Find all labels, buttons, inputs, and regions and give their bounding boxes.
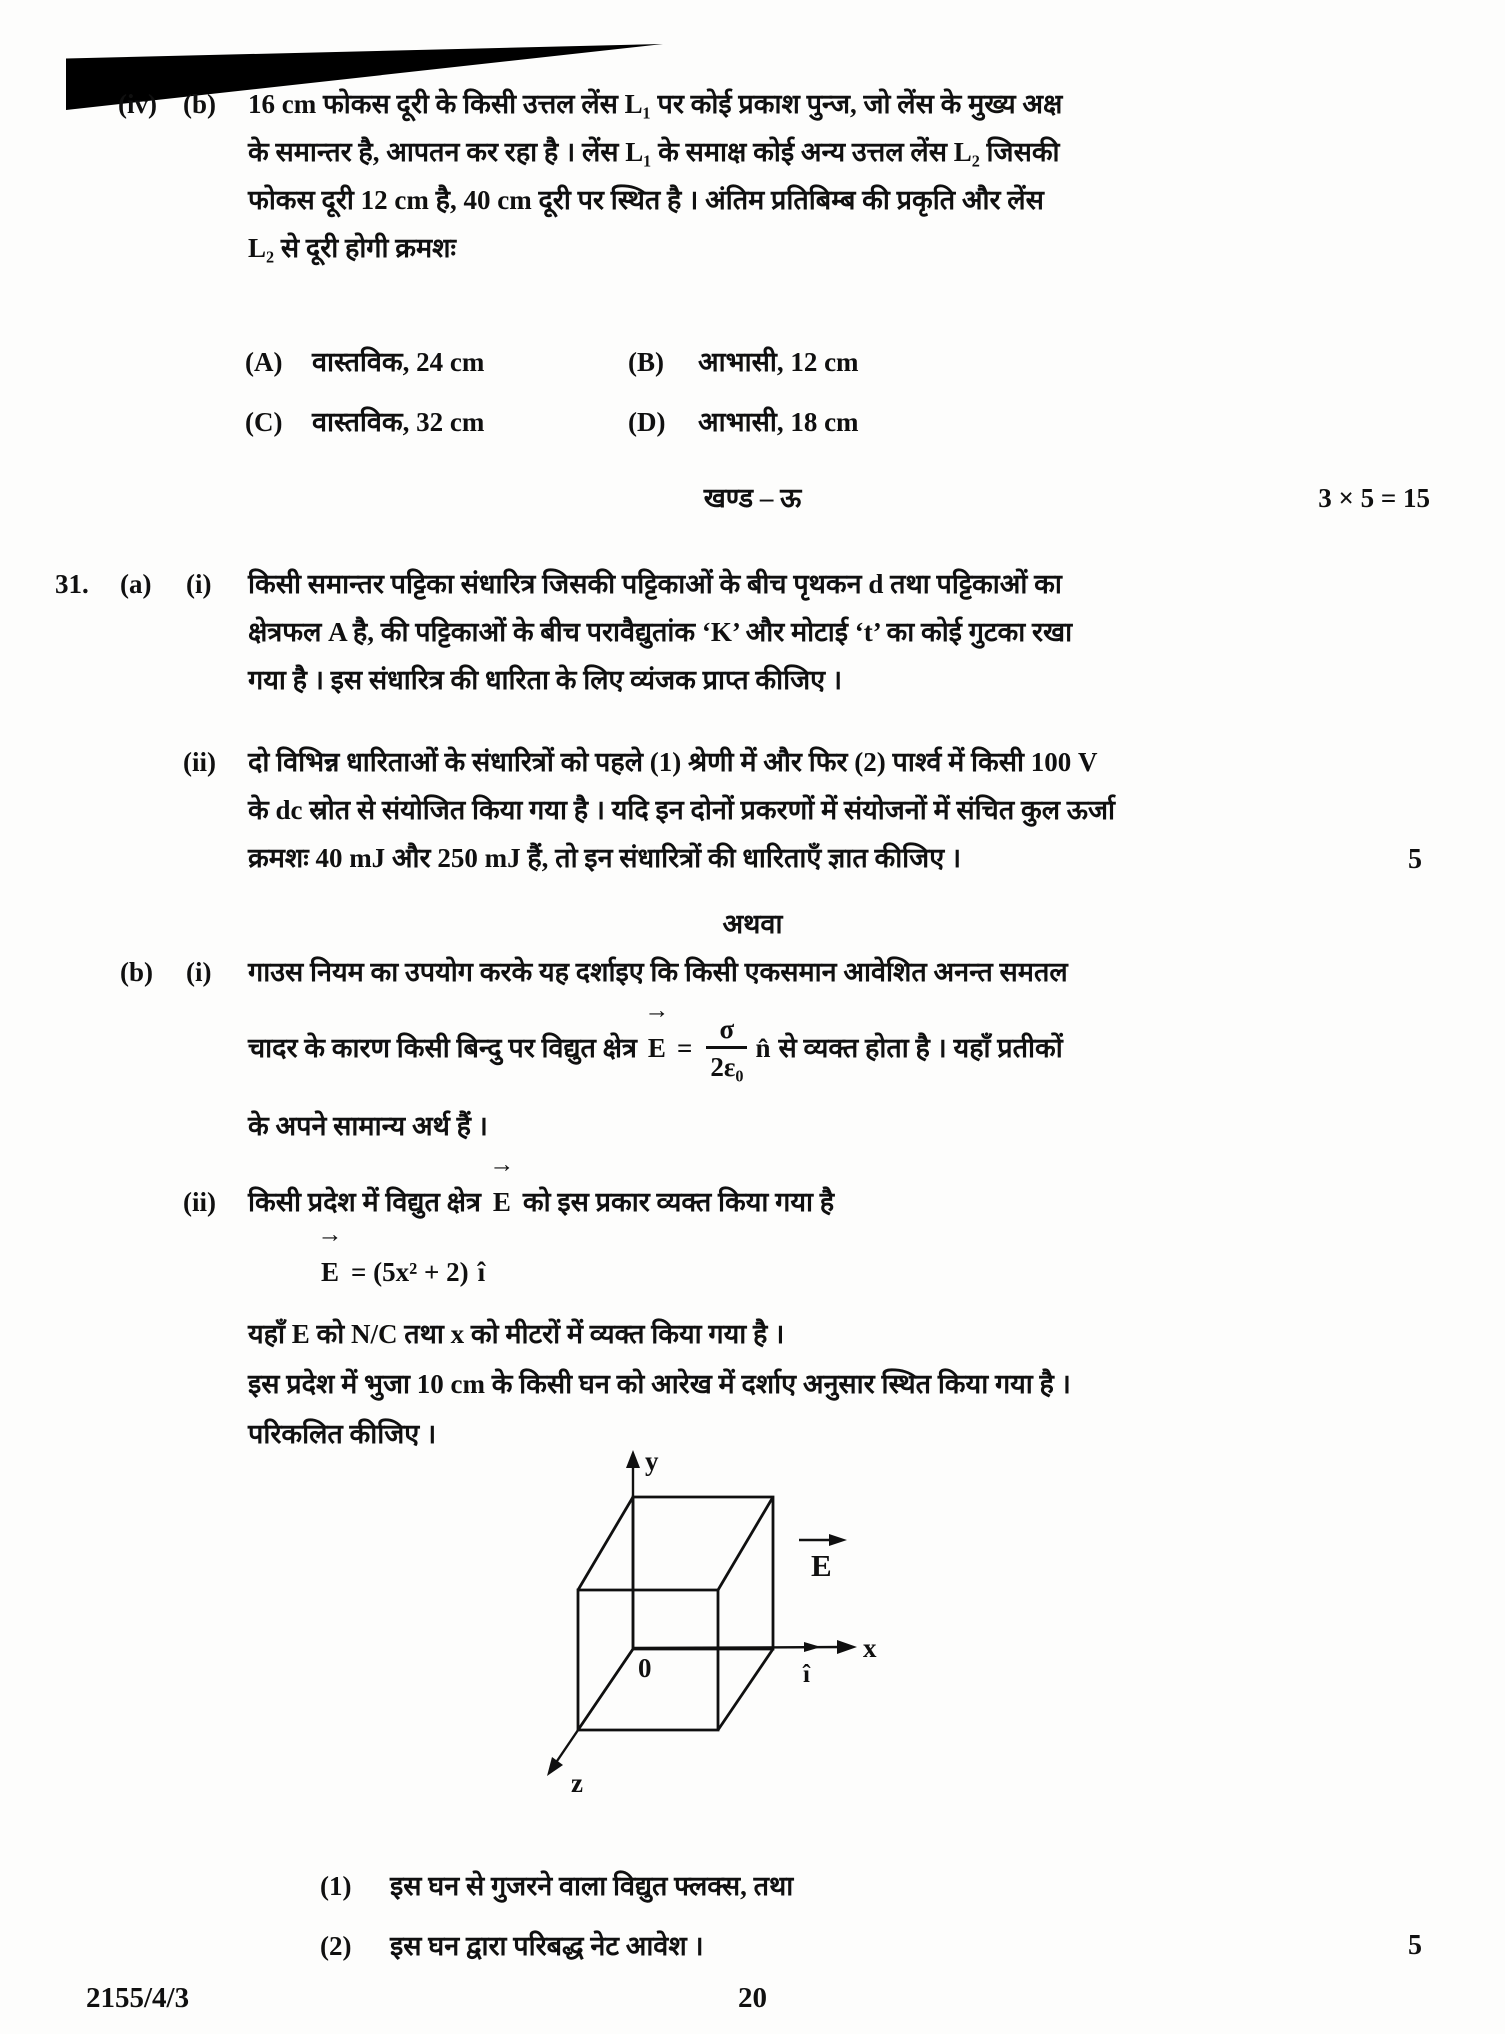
subpart-2-text: इस घन द्वारा परिबद्ध नेट आवेश । <box>390 1931 704 1961</box>
vector-E <box>644 997 670 1072</box>
section-title: खण्ड – ऊ <box>703 483 802 513</box>
subpart-2-label: (2) <box>320 1931 352 1961</box>
equation-rhs: = (5x² + 2) <box>351 1257 469 1287</box>
arrowheads <box>547 1450 857 1776</box>
section-marks-scheme: 3 × 5 = 15 <box>1318 483 1430 513</box>
q31-b-i-line1: गाउस नियम का उपयोग करके यह दर्शाइए कि किसी एकसमान आवेशित अनन्त समतल <box>248 957 1068 987</box>
vector-arrow-icon: → <box>489 1151 515 1178</box>
unit-normal-symbol: n̂ <box>755 1033 771 1063</box>
q31-b-i-line2 <box>248 992 1071 1104</box>
q4-line: के समान्तर है, आपतन कर रहा है । लेंस L₁ के समाक्ष कोई अन्य उत्तल लेंस L₂ जिसकी <box>248 137 1060 167</box>
q31-b-i-label: (i) <box>186 957 212 987</box>
option-b-label: (B) <box>628 347 664 377</box>
vector-arrow-icon: → <box>644 997 670 1024</box>
diagram-labels <box>571 1446 877 1798</box>
q31-a-i-line: गया है । इस संधारित्र की धारिता के लिए व्यंजक प्राप्त कीजिए । <box>248 665 843 695</box>
page-number: 20 <box>738 1982 767 2014</box>
axes-lines <box>555 1466 847 1764</box>
origin-label: 0 <box>638 1653 652 1683</box>
q31-b-ii-note: यहाँ E को N/C तथा x को मीटरों में व्यक्त किया गया है । <box>248 1319 785 1349</box>
option-a-label: (A) <box>245 347 283 377</box>
q31-b-ii-intro-post: को इस प्रकार व्यक्त किया गया है <box>522 1187 835 1217</box>
q31-a-label: (a) <box>120 569 152 599</box>
option-a-text: वास्तविक, 24 cm <box>312 347 485 377</box>
unit-vector-label: î <box>803 1661 810 1688</box>
option-d-text: आभासी, 18 cm <box>698 407 859 437</box>
q31-a-ii-label: (ii) <box>183 747 216 777</box>
q31-a-i-label: (i) <box>186 569 212 599</box>
q31-a-i-line: किसी समान्तर पट्टिका संधारित्र जिसकी पट्टिकाओं के बीच पृथकन d तथा पट्टिकाओं का <box>248 569 1062 599</box>
q4-body <box>248 80 1062 272</box>
cube-diagram <box>485 1440 915 1812</box>
vector-E <box>489 1151 515 1226</box>
q31-b-ii-intro <box>248 1151 843 1226</box>
q31-b-i-line3: के अपने सामान्य अर्थ हैं । <box>248 1111 488 1141</box>
field-symbol: E <box>647 1033 666 1063</box>
fraction-denominator: 2ε₀ <box>706 1046 747 1085</box>
vector-arrow-icon: → <box>317 1221 343 1248</box>
q31-a-ii-body <box>248 738 1115 882</box>
axis-y-label: y <box>645 1446 659 1476</box>
q4-line: 16 cm फोकस दूरी के किसी उत्तल लेंस L₁ पर कोई प्रकाश पुन्ज, जो लेंस के मुख्य अक्ष <box>248 89 1063 119</box>
subpart-1-text: इस घन से गुजरने वाला विद्युत फ्लक्स, तथा <box>390 1871 794 1901</box>
q31-b-ii-label: (ii) <box>183 1187 216 1217</box>
q31-b-i-line2-pre: चादर के कारण किसी बिन्दु पर विद्युत क्षेत्र <box>248 1033 637 1063</box>
axis-z-label: z <box>571 1768 583 1798</box>
q4-line: L₂ से दूरी होगी क्रमशः <box>248 233 456 263</box>
field-symbol: E <box>321 1257 340 1287</box>
field-symbol: E <box>492 1187 511 1217</box>
q31-b-ii-setup1: इस प्रदेश में भुजा 10 cm के किसी घन को आरेख में दर्शाए अनुसार स्थित किया गया है । <box>248 1369 1071 1399</box>
q31-b-ii-intro-pre: किसी प्रदेश में विद्युत क्षेत्र <box>248 1187 481 1217</box>
fraction-numerator: σ <box>719 1013 735 1044</box>
fraction-sigma-2eps0 <box>706 1012 747 1085</box>
option-c-label: (C) <box>245 407 283 437</box>
q4-number: (iv) <box>118 89 157 119</box>
field-E-label: E <box>811 1548 832 1583</box>
q31-number: 31. <box>55 569 89 599</box>
subpart-1-label: (1) <box>320 1871 352 1901</box>
q31-b-ii-marks: 5 <box>1408 1930 1422 1961</box>
vector-E <box>317 1221 343 1296</box>
q31-a-ii-line: दो विभिन्न धारिताओं के संधारित्रों को पहले (1) श्रेणी में और फिर (2) पार्श्व में किसी 100 V <box>248 747 1098 777</box>
q31-a-ii-line: के dc स्रोत से संयोजित किया गया है । यदि इन दोनों प्रकरणों में संयोजनों में संचित कुल ऊर्जा <box>248 795 1115 825</box>
cube-edges <box>578 1497 773 1730</box>
q31-b-ii-equation <box>317 1221 494 1296</box>
q31-b-i-line2-post: से व्यक्त होता है । यहाँ प्रतीकों <box>778 1033 1063 1063</box>
or-separator: अथवा <box>722 909 783 939</box>
equals-sign: = <box>676 1033 693 1063</box>
q31-b-ii-setup2: परिकलित कीजिए । <box>248 1419 437 1449</box>
q4-line: फोकस दूरी 12 cm है, 40 cm दूरी पर स्थित है । अंतिम प्रतिबिम्ब की प्रकृति और लेंस <box>248 185 1044 215</box>
q31-a-i-line: क्षेत्रफल A है, की पट्टिकाओं के बीच परावैद्युतांक ‘K’ और मोटाई ‘t’ का कोई गुटका रखा <box>248 617 1073 647</box>
q31-b-label: (b) <box>120 957 153 987</box>
q4-part-label: (b) <box>183 89 216 119</box>
option-b-text: आभासी, 12 cm <box>698 347 859 377</box>
q31-a-ii-line: क्रमशः 40 mJ और 250 mJ हैं, तो इन संधारित्रों की धारिताएँ ज्ञात कीजिए । <box>248 843 962 873</box>
option-d-label: (D) <box>628 407 666 437</box>
paper-code: 2155/4/3 <box>86 1982 190 2014</box>
option-c-text: वास्तविक, 32 cm <box>312 407 485 437</box>
unit-vector-i: î <box>477 1257 486 1287</box>
q31-a-ii-marks: 5 <box>1408 844 1422 875</box>
q31-a-i-body <box>248 560 1072 704</box>
axis-x-label: x <box>863 1633 877 1663</box>
